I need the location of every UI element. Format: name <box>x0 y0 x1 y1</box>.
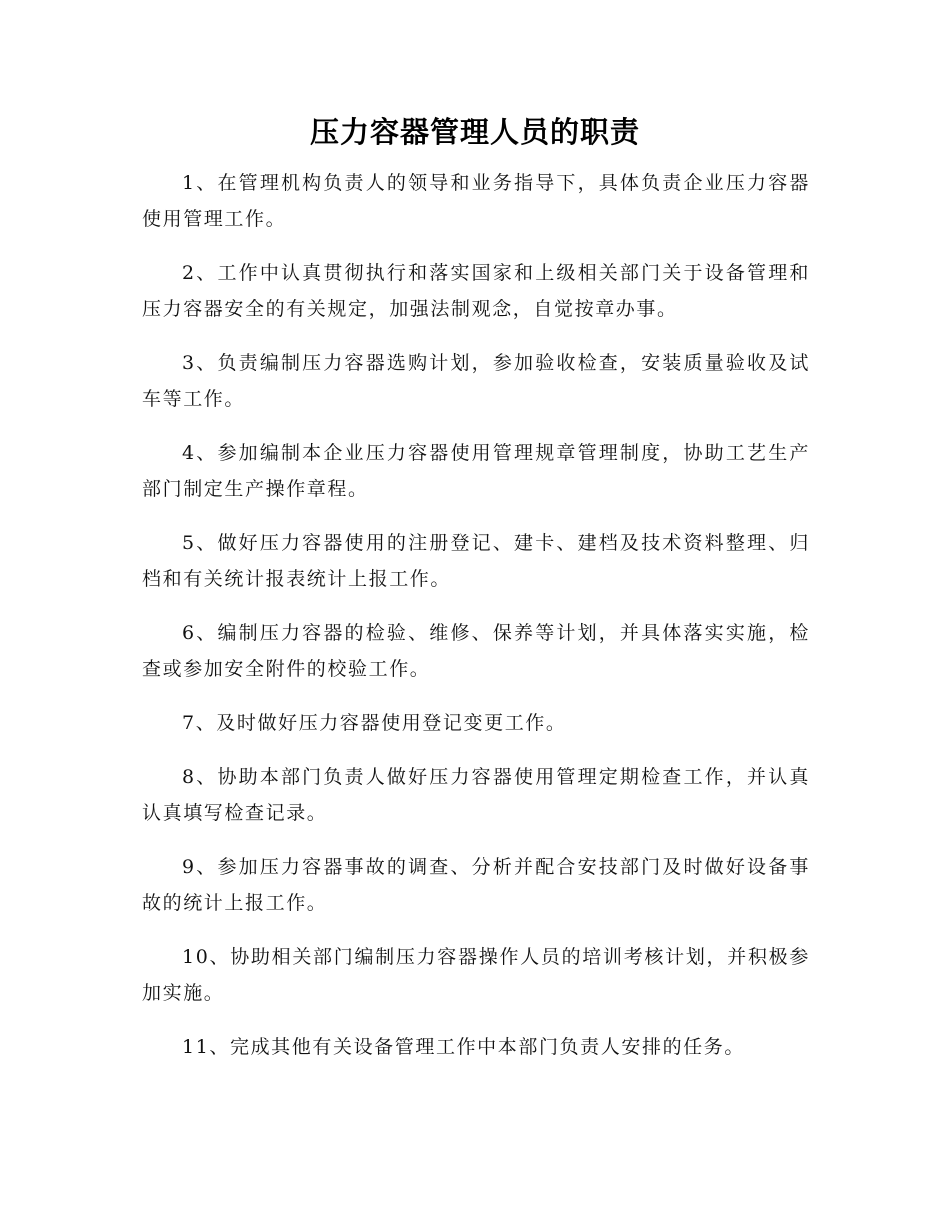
document-title: 压力容器管理人员的职责 <box>309 115 640 149</box>
paragraph-11: 11、完成其他有关设备管理工作中本部门负责人安排的任务。 <box>182 1036 745 1058</box>
paragraph-3: 3、负责编制压力容器选购计划，参加验收检查，安装质量验收及试车等工作。 <box>142 352 810 410</box>
paragraph-10: 10、协助相关部门编制压力容器操作人员的培训考核计划，并积极参加实施。 <box>142 946 810 1004</box>
paragraph-2: 2、工作中认真贯彻执行和落实国家和上级相关部门关于设备管理和压力容器安全的有关规定，加强法制观念，自觉按章办事。 <box>142 262 810 320</box>
paragraph-7: 7、及时做好压力容器使用登记变更工作。 <box>182 712 567 734</box>
paragraph-4: 4、参加编制本企业压力容器使用管理规章管理制度，协助工艺生产部门制定生产操作章程。 <box>142 442 810 500</box>
document-body <box>142 165 810 1083</box>
paragraph-9: 9、参加压力容器事故的调查、分析并配合安技部门及时做好设备事故的统计上报工作。 <box>142 856 810 914</box>
paragraph-6: 6、编制压力容器的检验、维修、保养等计划，并具体落实实施，检查或参加安全附件的校验工作。 <box>142 622 810 680</box>
paragraph-8: 8、协助本部门负责人做好压力容器使用管理定期检查工作，并认真认真填写检查记录。 <box>142 766 810 824</box>
paragraph-1: 1、在管理机构负责人的领导和业务指导下，具体负责企业压力容器使用管理工作。 <box>142 172 810 230</box>
paragraph-5: 5、做好压力容器使用的注册登记、建卡、建档及技术资料整理、归档和有关统计报表统计上报工作。 <box>142 532 810 590</box>
